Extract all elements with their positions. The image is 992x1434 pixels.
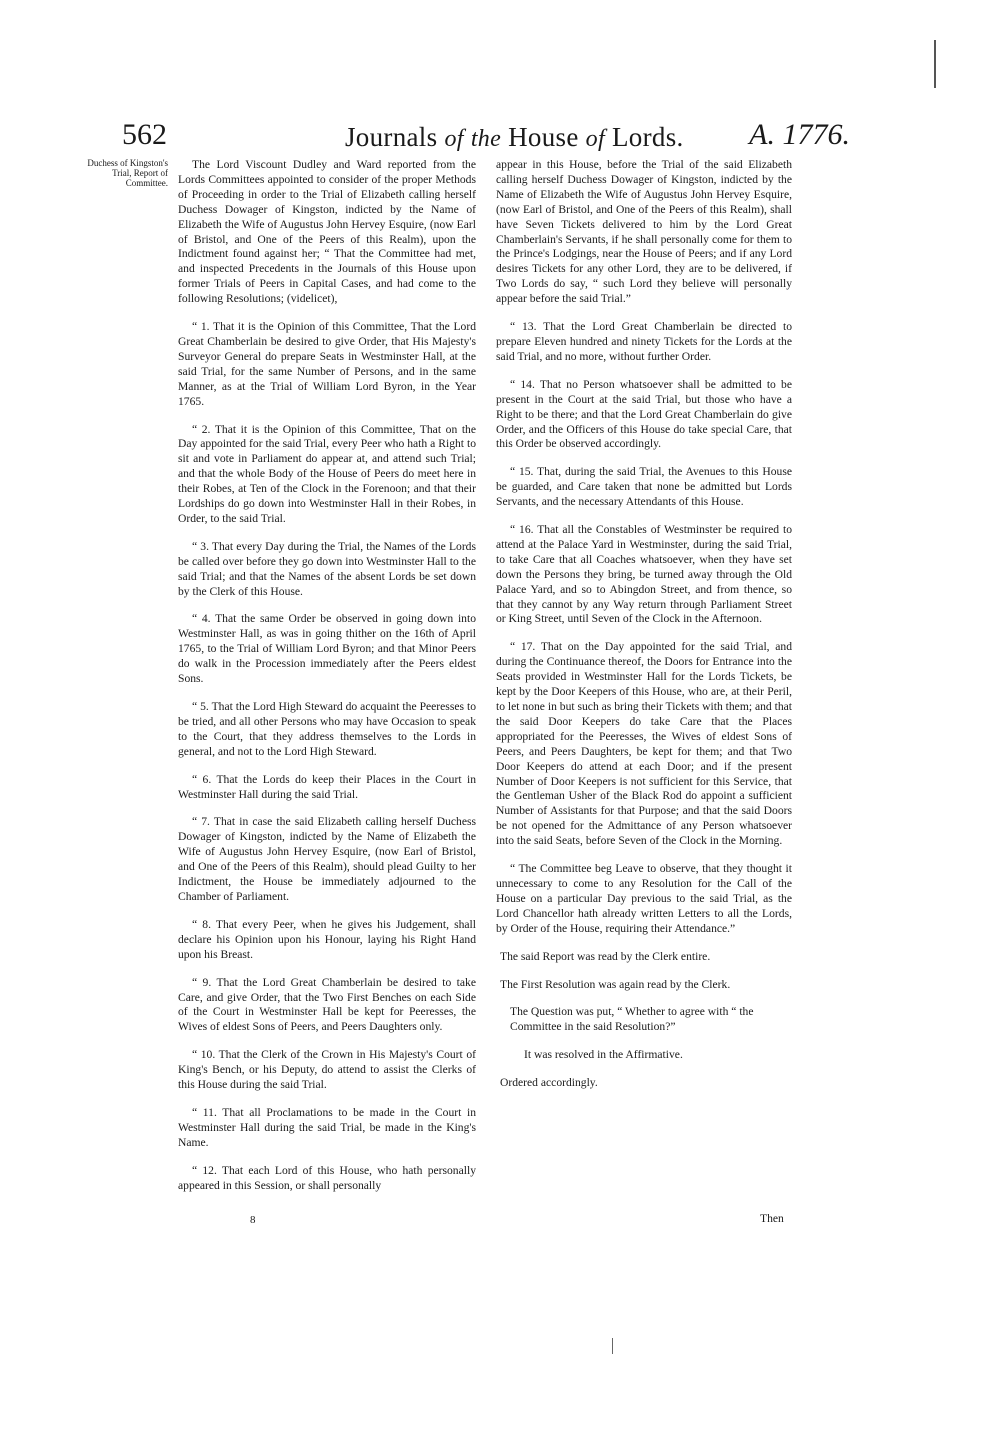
paragraph: “ 2. That it is the Opinion of this Committee, That on the Day appointed for the said Trial, every Peer who hath a Right to sit and vote in Parliament do appear at, and attend such Trial; and that the whole Body of the House of Peers do meet here in their Robes, at Ten of the Clock in the Forenoon; and that their Lordships do go down into Westminster Hall in their Robes, in Order, to the said Trial. — [178, 422, 476, 525]
paragraph: “ 11. That all Proclamations to be made in the Court in Westminster Hall during the said Trial, be made in the King's Name. — [178, 1105, 476, 1149]
paragraph: The Lord Viscount Dudley and Ward reported from the Lords Committees appointed to consider of the proper Methods of Proceeding in order to the Trial of Elizabeth calling herself Duchess Dowager of Kingston, indicted by the Name of Elizabeth the Wife of Augustus John Hervey Esquire, (now Earl of Bristol, and One of the Peers of this Realm), upon the Indictment found against her; “ That the Committee had met, and inspected Precedents in the Journals of this House upon former Trials of Peers in Capital Cases, and had come to the following Resolutions; (videlicet), — [178, 158, 476, 306]
paragraph: “ 15. That, during the said Trial, the Avenues to this House be guarded, and Care taken that none be admitted but Lords Servants, and the necessary Attendants of this House. — [496, 465, 792, 509]
signature-mark: 8 — [250, 1214, 256, 1226]
paragraph: “ 3. That every Day during the Trial, the Names of the Lords be called over before they go down into Westminster Hall to the said Trial; and that the Names of the absent Lords be set down by the Clerk of this House. — [178, 539, 476, 598]
paragraph: “ 12. That each Lord of this House, who hath personally appeared in this Session, or shall personally — [178, 1163, 476, 1192]
paragraph: “ 14. That no Person whatsoever shall be admitted to be present in the Court at the said Trial, but those who have a Right to be there; and that the Lord Great Chamberlain do give Order, and the Officers of this House do take special Care, that this Order be observed accordingly. — [496, 377, 792, 451]
paragraph: “ 7. That in case the said Elizabeth calling herself Duchess Dowager of Kingston, indicted by the Name of Elizabeth the Wife of Augustus John Hervey Esquire, (now Earl of Bristol, and One of the Peers of this Realm), should plead Guilty to her Indictment, the House be immediately adjourned to the Chamber of Parliament. — [178, 815, 476, 903]
paragraph: “ 9. That the Lord Great Chamberlain be desired to take Care, and give Order, that the Two First Benches on each Side of the Court in Westminster Hall be kept for Peeresses, the Wives of eldest Sons of Peers, and Peers Daughters only. — [178, 975, 476, 1034]
paragraph: The Question was put, “ Whether to agree with “ the Committee in the said Resolution?” — [510, 1005, 754, 1034]
paragraph: The said Report was read by the Clerk entire. — [500, 949, 711, 963]
paragraph: “ 1. That it is the Opinion of this Committee, That the Lord Great Chamberlain be desired to give Order, that His Majesty's Surveyor General do prepare Seats in Westminster Hall, at the said Trial, for the same Number of Persons, and in the same Manner, as at the Trial of William Lord Byron, in the Year 1765. — [178, 320, 476, 408]
paragraph: “ 8. That every Peer, when he gives his Judgement, shall declare his Opinion upon his Honour, laying his Right Hand upon his Breast. — [178, 917, 476, 961]
paragraph: “ 16. That all the Constables of Westminster be required to attend at the Palace Yard in Westminster, during the said Trial, to take Care that all Coaches whatsoever, when they have set down the Persons they bring, be turned away through the Old Palace Yard, and so to Abingdon Street, and from thence, so that they cannot by any Way return through Parliament Street or King Street, until Seven of the Clock in the Afternoon. — [496, 523, 792, 626]
paragraph: “ The Committee beg Leave to observe, that they thought it unnecessary to come to any Resolution for the Call of the House on a particular Day previous to the said Trial, as the Lord Chancellor hath already written Letters to all the Lords, by Order of the House, requiring their Attendance.” — [496, 862, 792, 935]
page-header — [110, 118, 850, 158]
running-title: Journals of the House of Lords. — [345, 122, 684, 152]
paragraph: appear in this House, before the Trial of the said Elizabeth calling herself Duchess Dowager of Kingston, indicted by the Name of Elizabeth the Wife of Augustus John Hervey Esquire, (now Earl of Bristol, and One of the Peers of this Realm), shall have Seven Tickets delivered to him by the Lord Great Chamberlain's Servants, if he shall personally come for them to the Prince's Lodgings, near the House of Peers; and if any Lord desires Tickets for any other Lord, they are to be delivered, if Two Lords do say, “ such Lord they believe will personally appear before the said Trial.” — [496, 158, 792, 306]
bottom-mark — [612, 1338, 613, 1354]
paragraph: “ 10. That the Clerk of the Crown in His Majesty's Court of King's Bench, or his Deputy, do attend to assist the Clerks of this House during the said Trial. — [178, 1048, 476, 1092]
page-number: 562 — [122, 118, 167, 151]
paragraph: “ 17. That on the Day appointed for the said Trial, and during the Continuance thereof, the Doors for Entrance into the Seats provided in Westminster Hall for the Lords Tickets, be kept by the Door Keepers of this House, who are, at their Peril, to let none in but such as bring their Tickets with them; and that the said Door Keepers do take Care that the Places appropriated for the Peeresses, the Wives of eldest Sons of Peers, and Peers Daughters, be kept for them; and that Two Door Keepers do attend at each Door; and if the present Number of Door Keepers is not sufficient for this Service, that the Gentleman Usher of the Black Rod do appoint a sufficient Number of Assistants for that Purpose; and that the said Doors be not opened for the Admittance of any Person whatsoever into the said Seats, before Seven of the Clock in the Morning. — [496, 640, 792, 848]
left-column — [178, 158, 476, 1206]
margin-rule-mark — [934, 40, 936, 88]
margin-note: Duchess of Kingston's Trial, Report of Committee. — [87, 158, 168, 188]
paragraph: “ 6. That the Lords do keep their Places in the Court in Westminster Hall during the said Trial. — [178, 772, 476, 801]
paragraph: “ 5. That the Lord High Steward do acquaint the Peeresses to be tried, and all other Persons who may have Occasion to speak to the Court, that they address themselves to the Lords in general, and not to the Lord High Steward. — [178, 700, 476, 758]
right-column — [496, 158, 792, 1104]
year-heading: A. 1776. — [749, 118, 850, 151]
paragraph: It was resolved in the Affirmative. — [524, 1048, 683, 1062]
paragraph: The First Resolution was again read by the Clerk. — [500, 977, 731, 991]
paragraph: “ 13. That the Lord Great Chamberlain be directed to prepare Eleven hundred and ninety Tickets for the Lords at the said Trial, and no more, without further Order. — [496, 320, 792, 363]
paragraph: “ 4. That the same Order be observed in going down into Westminster Hall, as was in going thither on the 16th of April 1765, to the Trial of William Lord Byron; and that Minor Peers do walk in the Procession immediately after the Peers eldest Sons. — [178, 612, 476, 686]
paragraph: Ordered accordingly. — [500, 1076, 598, 1090]
catchword: Then — [760, 1212, 784, 1225]
